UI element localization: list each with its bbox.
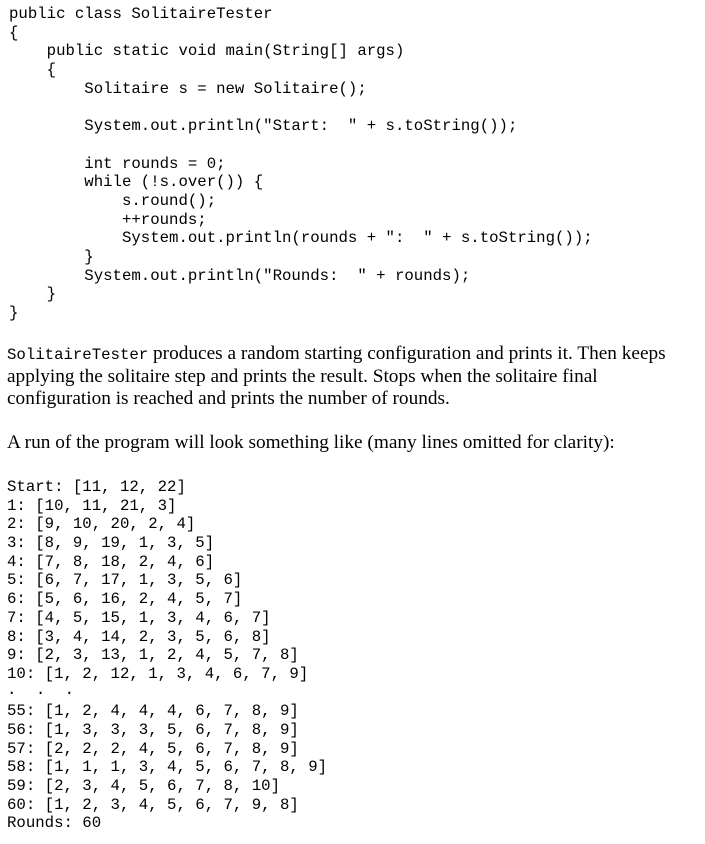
output-line: 6: [5, 6, 16, 2, 4, 5, 7]: [7, 590, 243, 609]
code-line: s.round();: [9, 191, 217, 210]
code-line: System.out.println("Rounds: " + rounds);: [9, 266, 471, 285]
code-line: }: [9, 247, 94, 266]
source-code-listing: [9, 5, 593, 323]
description-paragraph: [7, 343, 702, 410]
code-line: System.out.println(rounds + ": " + s.toString());: [9, 229, 593, 248]
code-line: int rounds = 0;: [9, 154, 226, 173]
output-line: 59: [2, 3, 4, 5, 6, 7, 8, 10]: [7, 777, 281, 795]
omitted-lines-ellipsis: . . .: [7, 680, 80, 699]
description-text: produces a random starting configuration and prints it. Then keeps applying the solitaire step and prints the result. Stops when the solitaire final configuration is reached and prints the number of rounds.: [7, 343, 666, 409]
output-line: 8: [3, 4, 14, 2, 3, 5, 6, 8]: [7, 627, 271, 646]
output-line: 57: [2, 2, 2, 4, 5, 6, 7, 8, 9]: [7, 739, 299, 758]
run-intro-paragraph: A run of the program will look something like (many lines omitted for clarity):: [7, 432, 615, 453]
output-line: 56: [1, 3, 3, 3, 5, 6, 7, 8, 9]: [7, 720, 299, 739]
output-line: 2: [9, 10, 20, 2, 4]: [7, 515, 196, 534]
output-line: 7: [4, 5, 15, 1, 3, 4, 6, 7]: [7, 608, 271, 627]
output-line: 5: [6, 7, 17, 1, 3, 5, 6]: [7, 571, 243, 590]
program-output: [7, 478, 327, 833]
code-line: {: [9, 61, 57, 80]
code-line: Solitaire s = new Solitaire();: [9, 79, 367, 98]
code-line: public class SolitaireTester: [9, 5, 273, 23]
code-line: System.out.println("Start: " + s.toString());: [9, 117, 518, 136]
code-line: public static void main(String[] args): [9, 42, 405, 61]
output-line: 55: [1, 2, 4, 4, 4, 6, 7, 8, 9]: [7, 702, 299, 721]
rounds-summary-line: Rounds: 60: [7, 814, 102, 833]
output-line: 3: [8, 9, 19, 1, 3, 5]: [7, 534, 215, 553]
code-line: while (!s.over()) {: [9, 173, 264, 192]
output-line: 4: [7, 8, 18, 2, 4, 6]: [7, 552, 215, 571]
code-line: [9, 136, 593, 155]
code-line: {: [9, 23, 19, 42]
output-line: 60: [1, 2, 3, 4, 5, 6, 7, 9, 8]: [7, 795, 299, 814]
code-line: ++rounds;: [9, 210, 207, 229]
class-name-inline-code: SolitaireTester: [7, 346, 149, 364]
code-line: }: [9, 285, 57, 304]
output-line: 58: [1, 1, 1, 3, 4, 5, 6, 7, 8, 9]: [7, 758, 328, 777]
output-line: 9: [2, 3, 13, 1, 2, 4, 5, 7, 8]: [7, 646, 299, 665]
output-line: 1: [10, 11, 21, 3]: [7, 496, 177, 515]
code-line: [9, 98, 593, 117]
code-line: }: [9, 304, 19, 322]
output-line: Start: [11, 12, 22]: [7, 478, 186, 496]
output-line: 10: [1, 2, 12, 1, 3, 4, 6, 7, 9]: [7, 664, 309, 683]
